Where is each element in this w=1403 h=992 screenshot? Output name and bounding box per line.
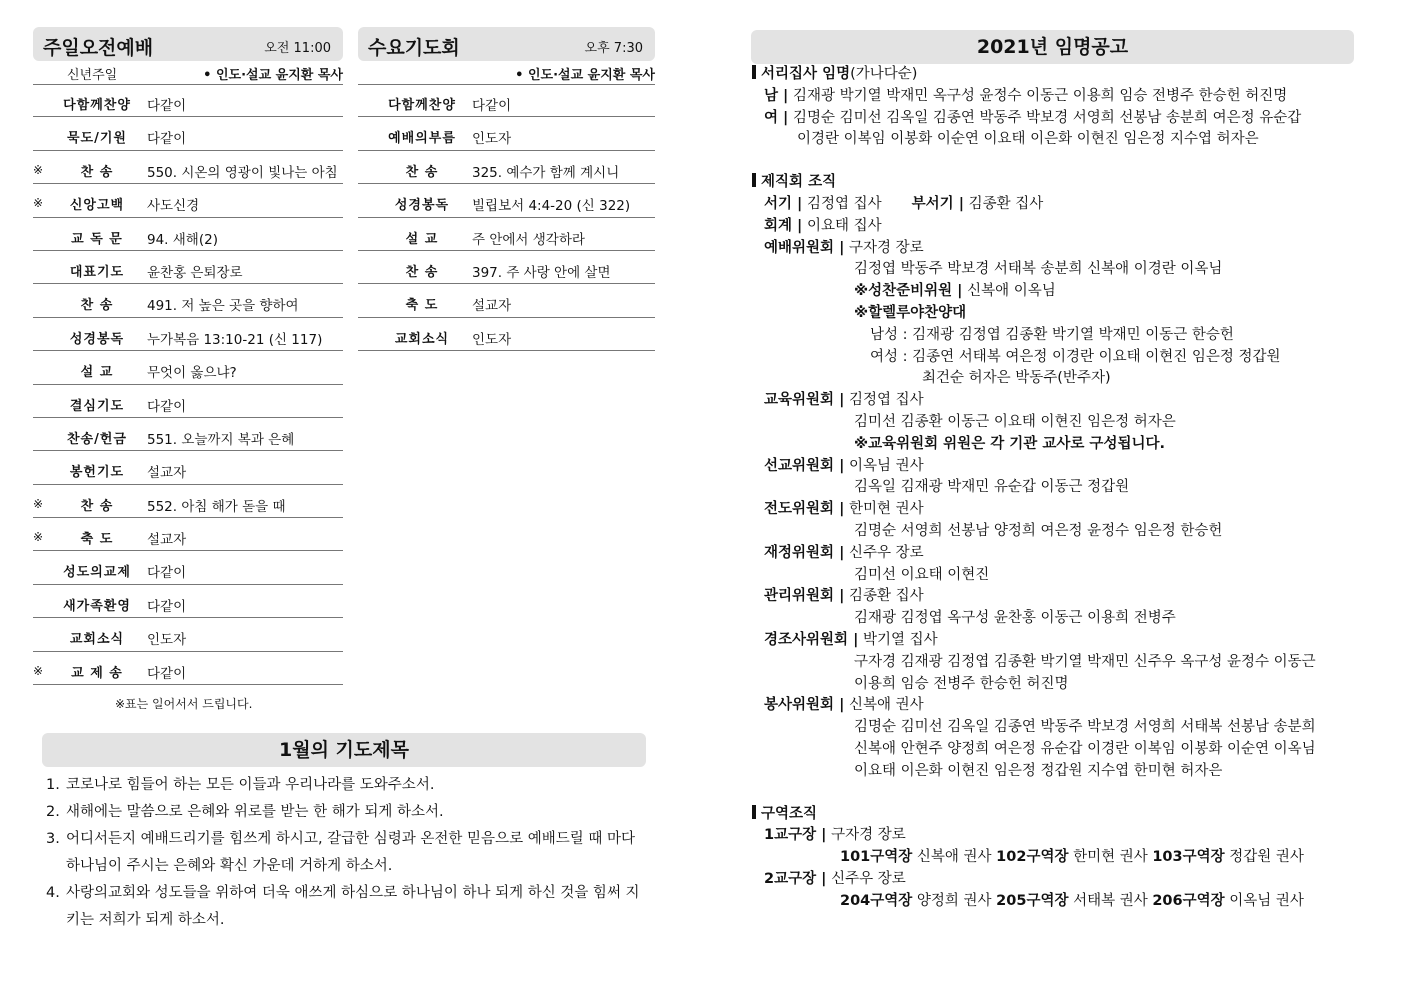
worship-committee-line: 예배위원회 | 구자경 장로: [764, 239, 924, 256]
education-note: ※교육위원회 위원은 각 기관 교사로 구성됩니다.: [854, 435, 1165, 452]
order-label: 묵도/기원: [67, 131, 127, 147]
order-row: [33, 318, 343, 351]
education-members: 김미선 김종환 이동근 이요태 이현진 임은정 허자은: [854, 413, 1176, 430]
order-value: 인도자: [147, 632, 187, 649]
service-committee-line: 봉사위원회 | 신복애 권사: [764, 697, 924, 714]
order-label: 설 교: [80, 365, 114, 381]
wednesday-preacher: • 인도·설교 윤지환 목사: [515, 68, 655, 83]
hallelujah-choir-female-2: 최건순 허자은 박동주(반주자): [922, 370, 1111, 387]
order-value: 설교자: [147, 532, 187, 549]
mission-committee-line: 선교위원회 | 이옥님 권사: [764, 457, 924, 474]
order-label: 축 도: [80, 532, 114, 548]
order-label: 찬 송: [80, 164, 114, 180]
org-heading: 제직회 조직: [752, 172, 1372, 194]
sunday-service-time: 오전 11:00: [264, 41, 331, 56]
order-label: 새가족환영: [63, 598, 131, 614]
stand-mark: ※: [33, 530, 44, 545]
stand-mark: ※: [33, 162, 44, 177]
section-marker-icon: [752, 65, 756, 79]
order-value: 550. 시온의 영광이 빛나는 아침: [147, 164, 338, 181]
order-row: [33, 251, 343, 284]
order-label: 설 교: [405, 231, 439, 247]
order-value: 무엇이 옳으냐?: [147, 365, 237, 382]
accountant-line: 회계 | 이요태 집사: [764, 217, 882, 234]
district-1-line: 1교구장 | 구자경 장로: [764, 827, 906, 844]
district-1-leaders: 101구역장 신복애 권사 102구역장 한미현 권사 103구역장 정갑원 권사: [840, 849, 1304, 866]
wednesday-service-header: [358, 27, 655, 61]
order-value: 94. 새해(2): [147, 231, 218, 248]
hallelujah-choir-heading: ※할렐루야찬양대: [854, 304, 967, 321]
prayer-number: 3.: [46, 831, 60, 847]
appointment-title: 2021년 임명공고: [976, 36, 1129, 58]
order-row: [33, 284, 343, 317]
order-value: 다같이: [147, 665, 187, 682]
order-row: [33, 151, 343, 184]
prayer-item: [46, 826, 646, 880]
order-row: [358, 218, 655, 251]
order-row: [33, 184, 343, 217]
order-row: [33, 451, 343, 484]
order-label: 교회소식: [394, 331, 450, 347]
service-members: 김명순 김미선 김옥일 김종연 박동주 박보경 서영희 서태복 선봉남 송분희: [854, 719, 1316, 736]
order-row: [33, 652, 343, 685]
spacer: [752, 783, 1372, 804]
condolence-members: 구자경 김재광 김정엽 김종환 박기열 박재민 신주우 옥구성 윤정수 이동근: [854, 653, 1316, 670]
order-value: 다같이: [147, 398, 187, 415]
mission-members: 김옥일 김재광 박재민 유순갑 이동근 정갑원: [854, 479, 1130, 496]
condolence-members-2: 이용희 임승 전병주 한승헌 허진명: [854, 675, 1069, 692]
secretary-line: 서기 | 김정엽 집사 부서기 | 김종환 집사: [764, 195, 1044, 212]
prayer-number: 2.: [46, 804, 60, 820]
order-row: [358, 84, 655, 117]
order-value: 552. 아침 해가 돋을 때: [147, 498, 286, 515]
order-row: [358, 117, 655, 150]
worship-members: 김정엽 박동주 박보경 서태복 송분희 신복애 이경란 이옥님: [854, 261, 1223, 278]
order-value: 다같이: [472, 98, 512, 114]
order-value: 325. 예수가 함께 계시니: [472, 164, 620, 181]
wednesday-order-list: [358, 84, 655, 351]
order-row: [358, 151, 655, 184]
wednesday-service-title: 수요기도회: [368, 37, 460, 59]
order-value: 주 안에서 생각하라: [472, 231, 585, 248]
order-row: [358, 318, 655, 351]
prayer-text: 새해에는 말씀으로 은혜와 위로를 받는 한 해가 되게 하소서.: [66, 804, 444, 820]
order-label: 성경봉독: [394, 198, 450, 214]
order-row: [33, 418, 343, 451]
order-label: 교 독 문: [71, 231, 123, 247]
order-value: 누가복음 13:10-21 (신 117): [147, 331, 323, 348]
prayer-header: [42, 733, 646, 767]
order-value: 설교자: [472, 298, 512, 315]
order-label: 다함께찬양: [388, 98, 456, 113]
education-committee-line: 교육위원회 | 김정엽 집사: [764, 392, 924, 409]
prayer-text: 사랑의교회와 성도들을 위하여 더욱 애쓰게 하심으로 하나님이 하나 되게 하신 것을 힘써 지키는 저희가 되게 하소서.: [66, 885, 640, 928]
order-row: [33, 117, 343, 150]
condolence-committee-line: 경조사위원회 | 박기열 집사: [764, 631, 938, 648]
order-label: 예배의부름: [388, 131, 456, 147]
hallelujah-choir-female: 여성 : 김종연 서태복 여은정 이경란 이요태 이현진 임은정 정갑원: [870, 348, 1281, 365]
prayer-list: [46, 772, 646, 934]
stand-mark: ※: [33, 496, 44, 511]
order-value: 설교자: [147, 465, 187, 482]
deacon-female-line: 여 | 김명순 김미선 김옥일 김종연 박동주 박보경 서영희 선봉남 송분희 여은정 유순갑: [764, 109, 1302, 126]
prayer-item: [46, 772, 646, 799]
order-row: [33, 618, 343, 651]
evangelism-members: 김명순 서영희 선봉남 양정희 여은정 윤정수 임은정 한승헌: [854, 522, 1223, 539]
prayer-text: 어디서든지 예배드리기를 힘쓰게 하시고, 갈급한 심령과 온전한 믿음으로 예배드릴 때 마다 하나님이 주시는 은혜와 확신 가운데 거하게 하소서.: [66, 831, 635, 874]
order-value: 인도자: [472, 131, 512, 148]
order-value: 다같이: [147, 98, 187, 114]
order-label: 신앙고백: [69, 198, 125, 214]
prayer-title: 1월의 기도제목: [279, 739, 409, 761]
order-value: 사도신경: [147, 198, 200, 215]
sunday-subheader: [33, 62, 343, 85]
section-marker-icon: [752, 173, 756, 187]
district-heading: 구역조직: [752, 804, 1372, 826]
spacer: [752, 151, 1372, 172]
service-members-2: 신복애 안현주 양정희 여은정 유순갑 이경란 이복임 이봉화 이순연 이옥님: [854, 740, 1316, 757]
order-value: 다같이: [147, 598, 187, 615]
stand-mark: ※: [33, 663, 44, 678]
order-row: [33, 218, 343, 251]
sunday-preacher: • 인도·설교 윤지환 목사: [203, 68, 343, 83]
order-value: 윤찬홍 은퇴장로: [147, 264, 243, 281]
order-value: 다같이: [147, 131, 187, 148]
order-row: [358, 284, 655, 317]
wednesday-subheader: [358, 62, 655, 85]
sunday-service-title: 주일오전예배: [43, 37, 154, 59]
order-label: 성도의교제: [63, 565, 131, 581]
order-label: 교회소식: [69, 632, 125, 648]
finance-committee-line: 재정위원회 | 신주우 장로: [764, 544, 924, 561]
management-members: 김재광 김정엽 옥구성 윤찬홍 이동근 이용희 전병주: [854, 610, 1176, 627]
order-row: [33, 518, 343, 551]
order-label: 봉헌기도: [69, 465, 125, 481]
order-row: [33, 385, 343, 418]
service-members-3: 이요태 이은화 이현진 임은정 정갑원 지수엽 한미현 허자은: [854, 762, 1223, 779]
order-row: [33, 84, 343, 117]
order-row: [33, 585, 343, 618]
order-row: [33, 351, 343, 384]
evangelism-committee-line: 전도위원회 | 한미현 권사: [764, 501, 924, 518]
order-label: 축 도: [405, 298, 439, 314]
deacon-heading: 서리집사 임명(가나다순): [752, 64, 1372, 86]
communion-prep-line: ※성찬준비위원 | 신복애 이옥님: [854, 283, 1056, 300]
order-label: 대표기도: [69, 264, 125, 280]
deacon-male-line: 남 | 김재광 박기열 박재민 옥구성 윤정수 이동근 이용희 임승 전병주 한승헌 허진명: [764, 87, 1288, 104]
sunday-order-list: [33, 84, 343, 685]
sunday-service-header: [33, 27, 343, 61]
order-value: 인도자: [472, 331, 512, 348]
order-label: 다함께찬양: [63, 98, 131, 113]
order-label: 찬 송: [80, 298, 114, 314]
prayer-item: [46, 880, 646, 934]
order-value: 491. 저 높은 곳을 향하여: [147, 298, 299, 315]
order-label: 찬 송: [405, 264, 439, 280]
appointment-body: [752, 64, 1372, 912]
order-value: 빌립보서 4:4-20 (신 322): [472, 198, 631, 215]
order-label: 찬송/헌금: [67, 431, 127, 447]
appointment-header: [751, 30, 1354, 64]
stand-mark: ※: [33, 196, 44, 211]
order-value: 551. 오늘까지 복과 은혜: [147, 431, 295, 448]
wednesday-service-time: 오후 7:30: [584, 41, 643, 56]
order-row: [358, 184, 655, 217]
order-label: 찬 송: [405, 164, 439, 180]
order-value: 다같이: [147, 565, 187, 582]
prayer-number: 1.: [46, 777, 60, 793]
district-2-line: 2교구장 | 신주우 장로: [764, 870, 906, 887]
prayer-item: [46, 799, 646, 826]
standing-note: ※표는 일어서서 드립니다.: [115, 697, 253, 711]
order-row: [33, 551, 343, 584]
deacon-female-line-2: 이경란 이복임 이봉화 이순연 이요태 이은화 이현진 임은정 지수엽 허자은: [797, 131, 1259, 148]
order-value: 397. 주 사랑 안에 살면: [472, 264, 611, 281]
order-row: [358, 251, 655, 284]
order-label: 교 제 송: [71, 665, 123, 681]
order-label: 성경봉독: [69, 331, 125, 347]
finance-members: 김미선 이요태 이현진: [854, 566, 990, 583]
prayer-text: 코로나로 힘들어 하는 모든 이들과 우리나라를 도와주소서.: [66, 777, 435, 793]
order-label: 결심기도: [69, 398, 125, 414]
prayer-number: 4.: [46, 885, 60, 901]
order-label: 찬 송: [80, 498, 114, 514]
district-2-leaders: 204구역장 양정희 권사 205구역장 서태복 권사 206구역장 이옥님 권사: [840, 892, 1304, 909]
management-committee-line: 관리위원회 | 김종환 집사: [764, 588, 924, 605]
section-marker-icon: [752, 805, 756, 819]
order-row: [33, 485, 343, 518]
sunday-occasion: 신년주일: [67, 68, 118, 83]
hallelujah-choir-male: 남성 : 김재광 김정엽 김종환 박기열 박재민 이동근 한승헌: [870, 326, 1234, 343]
